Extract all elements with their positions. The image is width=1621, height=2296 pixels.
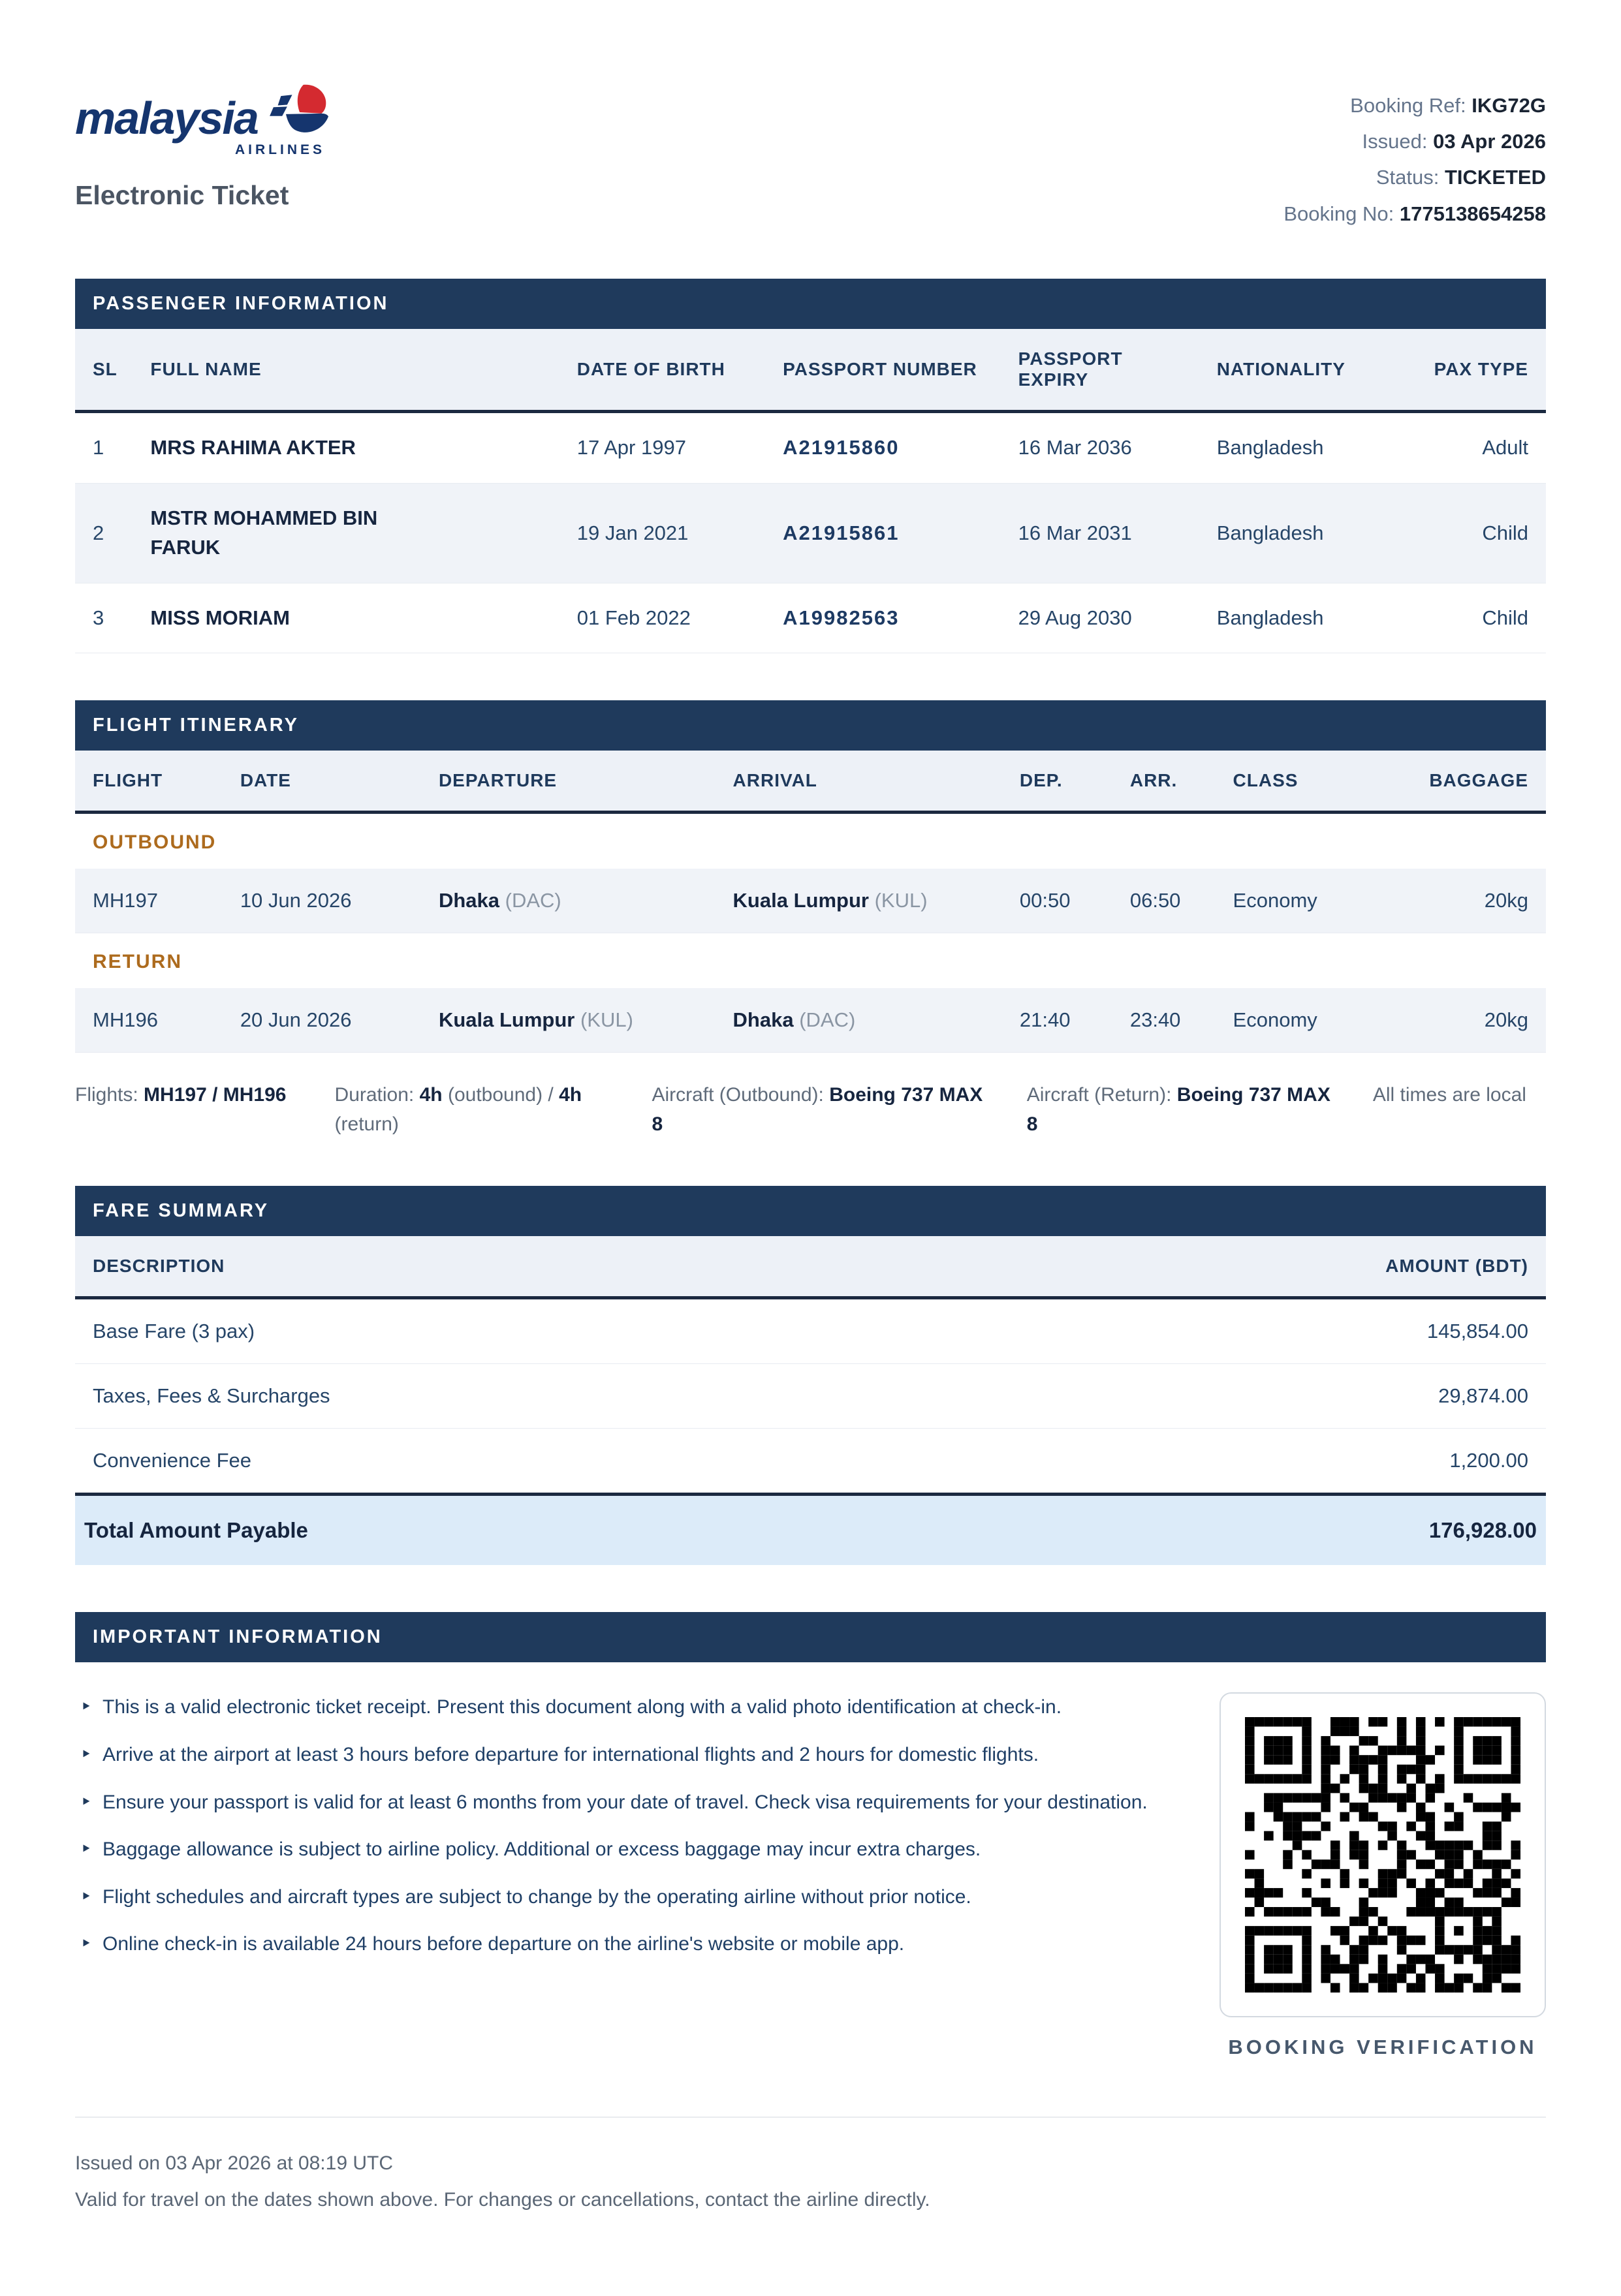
fare-description: Taxes, Fees & Surcharges: [75, 1364, 958, 1429]
passenger-row: [75, 411, 1546, 483]
arrival-city: Dhaka: [732, 1008, 794, 1032]
passenger-pax-type: Child: [1399, 483, 1546, 583]
footer-valid-line: Valid for travel on the dates shown above. For changes or cancellations, contact the airline directly.: [75, 2188, 930, 2211]
important-section: [75, 1612, 1546, 2059]
passenger-nationality: Bangladesh: [1208, 583, 1399, 653]
footer: [75, 2117, 1546, 2218]
fare-total-label: Total Amount Payable: [75, 1495, 958, 1566]
passenger-name: [141, 483, 567, 583]
flight-number: MH197: [75, 869, 231, 933]
departure-code: (KUL): [580, 1008, 633, 1032]
passenger-sl: 1: [75, 411, 141, 483]
summary-aircraft-outbound-value: Boeing 737 MAX 8: [652, 1084, 983, 1136]
passenger-row: [75, 583, 1546, 653]
passenger-section: [75, 279, 1546, 654]
passenger-dob: 19 Jan 2021: [568, 483, 774, 583]
col-class: CLASS: [1224, 751, 1400, 813]
cabin-class: Economy: [1224, 869, 1400, 933]
flight-date: 20 Jun 2026: [231, 988, 430, 1053]
fare-amount: 1,200.00: [958, 1429, 1546, 1495]
col-dep-time: DEP.: [1011, 751, 1121, 813]
important-section-title: IMPORTANT INFORMATION: [75, 1612, 1546, 1662]
summary-aircraft-return-value: Boeing 737 MAX 8: [1026, 1084, 1330, 1136]
passenger-passport-number: A21915860: [774, 411, 1009, 483]
passenger-name: [141, 411, 567, 483]
fare-row: [75, 1298, 1546, 1364]
qr-caption: BOOKING VERIFICATION: [1228, 2036, 1537, 2059]
passenger-sl: 3: [75, 583, 141, 653]
fare-description: Convenience Fee: [75, 1429, 958, 1495]
fare-table: [75, 1236, 1546, 1565]
itinerary-section: [75, 700, 1546, 1139]
passenger-passport-expiry: 16 Mar 2031: [1009, 483, 1208, 583]
passenger-passport-number: A21915861: [774, 483, 1009, 583]
col-sl: SL: [75, 329, 141, 412]
qr-code: [1245, 1717, 1520, 1993]
itinerary-section-title: FLIGHT ITINERARY: [75, 700, 1546, 751]
flight-row: [75, 869, 1546, 933]
header: [75, 84, 1546, 232]
passenger-name-text: MSTR MOHAMMED BIN FARUK: [150, 506, 378, 559]
summary-aircraft-return: [1027, 1080, 1344, 1139]
col-arr-time: ARR.: [1121, 751, 1224, 813]
baggage-allowance: 20kg: [1400, 988, 1546, 1053]
col-description: DESCRIPTION: [75, 1236, 958, 1298]
passenger-header-row: [75, 329, 1546, 412]
passenger-nationality: Bangladesh: [1208, 483, 1399, 583]
fare-header-row: [75, 1236, 1546, 1298]
cabin-class: Economy: [1224, 988, 1400, 1053]
return-label: RETURN: [93, 951, 182, 973]
status-label: Status:: [1376, 166, 1440, 189]
note-item: ‣ Online check-in is available 24 hours before departure on the airline's website or mobile app.: [75, 1929, 1178, 1959]
col-baggage: BAGGAGE: [1400, 751, 1546, 813]
brand-block: [75, 84, 339, 211]
passenger-passport-expiry: 29 Aug 2030: [1009, 583, 1208, 653]
leg-label-row: [75, 813, 1546, 869]
arrival-code: (KUL): [874, 889, 928, 912]
airline-kite-icon: [260, 84, 339, 140]
col-passport-number: PASSPORT NUMBER: [774, 329, 1009, 412]
note-item: ‣ Flight schedules and aircraft types are subject to change by the operating airline without prior notice.: [75, 1882, 1178, 1912]
flight-row: [75, 988, 1546, 1053]
summary-duration-end: (return): [334, 1113, 399, 1136]
airline-logo-wordmark: malaysia: [75, 93, 258, 144]
leg-label-row: [75, 933, 1546, 989]
flight-summary: [75, 1080, 1546, 1139]
passenger-section-title: PASSENGER INFORMATION: [75, 279, 1546, 329]
issued-label: Issued:: [1362, 130, 1428, 153]
passenger-dob: 17 Apr 1997: [568, 411, 774, 483]
fare-description: Base Fare (3 pax): [75, 1298, 958, 1364]
baggage-allowance: 20kg: [1400, 869, 1546, 933]
fare-amount: 145,854.00: [958, 1298, 1546, 1364]
note-item: ‣ Arrive at the airport at least 3 hours before departure for international flights and 2 hours for domestic flights.: [75, 1740, 1178, 1770]
flight-arrival: [724, 988, 1011, 1053]
passenger-passport-number: A19982563: [774, 583, 1009, 653]
booking-ref-value: IKG72G: [1471, 94, 1546, 117]
passenger-name: [141, 583, 567, 653]
flight-departure: [430, 869, 724, 933]
col-flight: FLIGHT: [75, 751, 231, 813]
airline-logo-subtext: AIRLINES: [235, 142, 326, 157]
summary-aircraft-return-label: Aircraft (Return):: [1026, 1084, 1172, 1106]
summary-flights-label: Flights:: [75, 1084, 138, 1106]
col-amount: AMOUNT (BDT): [958, 1236, 1546, 1298]
itinerary-table: [75, 751, 1546, 1053]
passenger-sl: 2: [75, 483, 141, 583]
col-arrival: ARRIVAL: [724, 751, 1011, 813]
qr-box: [1220, 1692, 1546, 2017]
summary-aircraft-outbound: [652, 1080, 998, 1139]
arrival-time: 23:40: [1121, 988, 1224, 1053]
summary-duration-outbound: 4h: [419, 1084, 443, 1106]
flight-arrival: [724, 869, 1011, 933]
fare-amount: 29,874.00: [958, 1364, 1546, 1429]
fare-section-title: FARE SUMMARY: [75, 1186, 1546, 1236]
summary-duration-return: 4h: [559, 1084, 582, 1106]
booking-ref-label: Booking Ref:: [1350, 94, 1466, 117]
arrival-city: Kuala Lumpur: [732, 889, 869, 912]
col-date: DATE: [231, 751, 430, 813]
footer-issued-line: Issued on 03 Apr 2026 at 08:19 UTC: [75, 2152, 393, 2175]
passenger-row: [75, 483, 1546, 583]
note-item: ‣ This is a valid electronic ticket receipt. Present this document along with a valid photo identification at check-in.: [75, 1692, 1178, 1722]
issued-line: [1283, 123, 1546, 159]
document-title: Electronic Ticket: [75, 180, 289, 210]
note-item: ‣ Ensure your passport is valid for at least 6 months from your date of travel. Check visa requirements for your destination.: [75, 1788, 1178, 1818]
status-line: [1283, 159, 1546, 195]
departure-time: 21:40: [1011, 988, 1121, 1053]
status-badge: TICKETED: [1445, 166, 1546, 189]
fare-section: [75, 1186, 1546, 1565]
flight-number: MH196: [75, 988, 231, 1053]
fare-total-amount: 176,928.00: [958, 1495, 1546, 1566]
fare-row: [75, 1364, 1546, 1429]
flight-departure: [430, 988, 724, 1053]
departure-city: Kuala Lumpur: [438, 1008, 575, 1032]
departure-code: (DAC): [505, 889, 561, 912]
passenger-table: [75, 329, 1546, 654]
flight-date: 10 Jun 2026: [231, 869, 430, 933]
arrival-code: (DAC): [799, 1008, 856, 1032]
passenger-name-text: MISS MORIAM: [150, 606, 290, 629]
departure-city: Dhaka: [438, 889, 499, 912]
summary-times-note: [1373, 1080, 1546, 1139]
booking-meta: [1283, 84, 1546, 232]
important-notes-list: [75, 1692, 1178, 1977]
passenger-nationality: Bangladesh: [1208, 411, 1399, 483]
airline-logo: [75, 84, 339, 144]
col-dob: DATE OF BIRTH: [568, 329, 774, 412]
col-nationality: NATIONALITY: [1208, 329, 1399, 412]
summary-times-note-text: All times are local: [1372, 1084, 1526, 1106]
col-full-name: FULL NAME: [141, 329, 567, 412]
passenger-dob: 01 Feb 2022: [568, 583, 774, 653]
summary-duration-mid: (outbound) /: [447, 1084, 554, 1106]
issued-value: 03 Apr 2026: [1433, 130, 1546, 153]
col-departure: DEPARTURE: [430, 751, 724, 813]
fare-row: [75, 1429, 1546, 1495]
summary-flights-value: MH197 / MH196: [144, 1084, 287, 1106]
col-pax-type: PAX TYPE: [1399, 329, 1546, 412]
fare-total-row: [75, 1495, 1546, 1566]
passenger-pax-type: Adult: [1399, 411, 1546, 483]
booking-no-value: 1775138654258: [1399, 202, 1546, 225]
note-item: ‣ Baggage allowance is subject to airline policy. Additional or excess baggage may incur extra charges.: [75, 1835, 1178, 1865]
passenger-passport-expiry: 16 Mar 2036: [1009, 411, 1208, 483]
arrival-time: 06:50: [1121, 869, 1224, 933]
summary-flights: [75, 1080, 306, 1139]
departure-time: 00:50: [1011, 869, 1121, 933]
important-body: [75, 1692, 1546, 2059]
summary-duration-label: Duration:: [334, 1084, 415, 1106]
qr-column: [1220, 1692, 1546, 2059]
itinerary-header-row: [75, 751, 1546, 813]
outbound-label: OUTBOUND: [93, 831, 217, 854]
passenger-pax-type: Child: [1399, 583, 1546, 653]
passenger-name-text: MRS RAHIMA AKTER: [150, 435, 356, 459]
summary-aircraft-outbound-label: Aircraft (Outbound):: [652, 1084, 824, 1106]
summary-duration: [335, 1080, 623, 1139]
booking-ref-line: [1283, 87, 1546, 123]
booking-no-line: [1283, 196, 1546, 232]
booking-no-label: Booking No:: [1283, 202, 1394, 225]
col-passport-expiry: PASSPORT EXPIRY: [1009, 329, 1208, 412]
